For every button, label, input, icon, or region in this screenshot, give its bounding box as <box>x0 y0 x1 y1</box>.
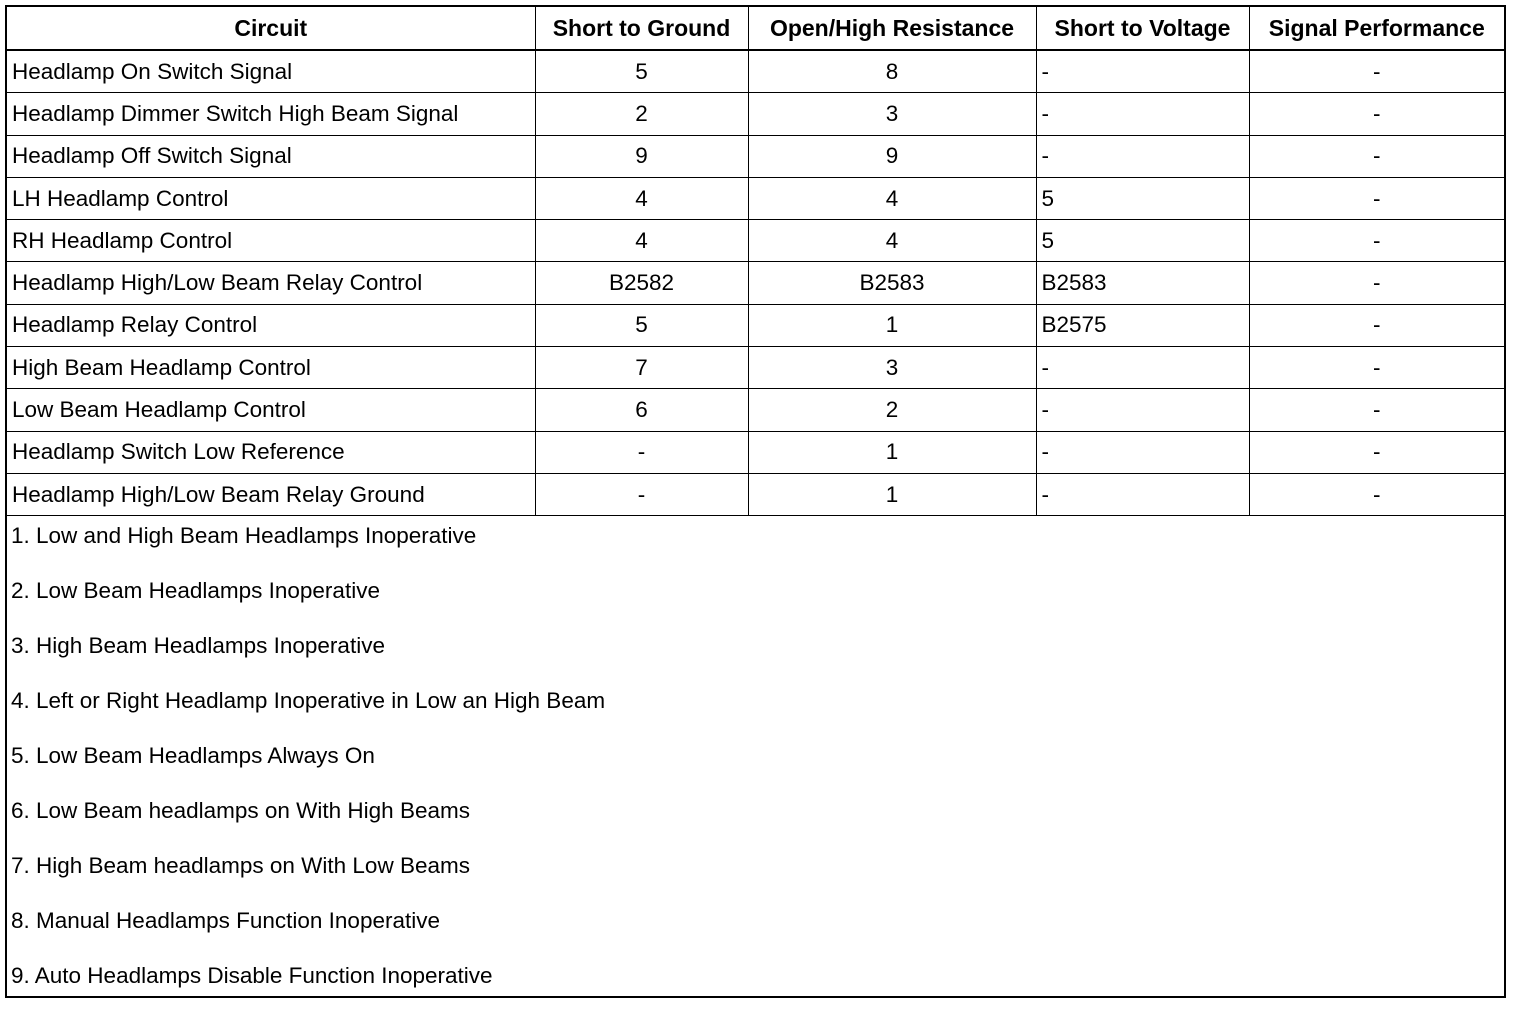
table-body <box>7 50 1504 516</box>
footnote-item: 7. High Beam headlamps on With Low Beams <box>11 853 470 879</box>
short-to-voltage-cell: 5 <box>1036 220 1249 262</box>
signal-performance-cell: - <box>1249 177 1504 219</box>
open-high-resistance-cell: 9 <box>748 135 1036 177</box>
footnote-item: 5. Low Beam Headlamps Always On <box>11 743 375 769</box>
open-high-resistance-cell: 8 <box>748 50 1036 93</box>
signal-performance-cell: - <box>1249 389 1504 431</box>
open-high-resistance-cell: 3 <box>748 93 1036 135</box>
table-row <box>7 262 1504 304</box>
short-to-ground-cell: 5 <box>535 304 748 346</box>
header-short-to-voltage: Short to Voltage <box>1036 7 1249 50</box>
short-to-ground-cell: - <box>535 473 748 515</box>
open-high-resistance-cell: 1 <box>748 304 1036 346</box>
short-to-ground-cell: 4 <box>535 177 748 219</box>
short-to-voltage-cell: 5 <box>1036 177 1249 219</box>
short-to-ground-cell: 7 <box>535 347 748 389</box>
signal-performance-cell: - <box>1249 304 1504 346</box>
short-to-voltage-cell: - <box>1036 473 1249 515</box>
footnote-item: 9. Auto Headlamps Disable Function Inoperative <box>11 963 493 989</box>
signal-performance-cell: - <box>1249 473 1504 515</box>
header-open-high-resistance: Open/High Resistance <box>748 7 1036 50</box>
table-row <box>7 304 1504 346</box>
short-to-voltage-cell: - <box>1036 50 1249 93</box>
footnote-item: 4. Left or Right Headlamp Inoperative in Low an High Beam <box>11 688 606 714</box>
signal-performance-cell: - <box>1249 220 1504 262</box>
footnote-item: 1. Low and High Beam Headlamps Inoperative <box>11 523 477 549</box>
open-high-resistance-cell: 3 <box>748 347 1036 389</box>
short-to-voltage-cell: - <box>1036 135 1249 177</box>
short-to-voltage-cell: B2575 <box>1036 304 1249 346</box>
open-high-resistance-cell: 4 <box>748 177 1036 219</box>
circuit-cell: Headlamp Dimmer Switch High Beam Signal <box>7 93 535 135</box>
circuit-cell: Headlamp High/Low Beam Relay Control <box>7 262 535 304</box>
signal-performance-cell: - <box>1249 50 1504 93</box>
short-to-ground-cell: 5 <box>535 50 748 93</box>
short-to-voltage-cell: - <box>1036 389 1249 431</box>
table-row <box>7 93 1504 135</box>
footnote-item: 8. Manual Headlamps Function Inoperative <box>11 908 440 934</box>
footnote-item: 3. High Beam Headlamps Inoperative <box>11 633 385 659</box>
circuit-cell: Headlamp Off Switch Signal <box>7 135 535 177</box>
open-high-resistance-cell: 2 <box>748 389 1036 431</box>
table-row <box>7 50 1504 93</box>
signal-performance-cell: - <box>1249 135 1504 177</box>
circuit-cell: Headlamp Relay Control <box>7 304 535 346</box>
short-to-voltage-cell: - <box>1036 93 1249 135</box>
open-high-resistance-cell: 1 <box>748 431 1036 473</box>
table-row <box>7 135 1504 177</box>
circuit-cell: High Beam Headlamp Control <box>7 347 535 389</box>
open-high-resistance-cell: 4 <box>748 220 1036 262</box>
circuit-cell: Low Beam Headlamp Control <box>7 389 535 431</box>
circuit-cell: LH Headlamp Control <box>7 177 535 219</box>
short-to-voltage-cell: B2583 <box>1036 262 1249 304</box>
signal-performance-cell: - <box>1249 262 1504 304</box>
table-row <box>7 389 1504 431</box>
signal-performance-cell: - <box>1249 431 1504 473</box>
open-high-resistance-cell: 1 <box>748 473 1036 515</box>
short-to-voltage-cell: - <box>1036 431 1249 473</box>
table-row <box>7 177 1504 219</box>
footnote-item: 6. Low Beam headlamps on With High Beams <box>11 798 470 824</box>
circuit-cell: Headlamp On Switch Signal <box>7 50 535 93</box>
header-row <box>7 7 1504 50</box>
short-to-voltage-cell: - <box>1036 347 1249 389</box>
footnote-item: 2. Low Beam Headlamps Inoperative <box>11 578 380 604</box>
circuit-cell: Headlamp Switch Low Reference <box>7 431 535 473</box>
signal-performance-cell: - <box>1249 347 1504 389</box>
table-row <box>7 473 1504 515</box>
table-row <box>7 431 1504 473</box>
table-row <box>7 347 1504 389</box>
diagnostic-table-document <box>5 5 1506 998</box>
short-to-ground-cell: 2 <box>535 93 748 135</box>
short-to-ground-cell: 9 <box>535 135 748 177</box>
circuit-cell: Headlamp High/Low Beam Relay Ground <box>7 473 535 515</box>
circuit-fault-table <box>7 7 1504 516</box>
circuit-cell: RH Headlamp Control <box>7 220 535 262</box>
open-high-resistance-cell: B2583 <box>748 262 1036 304</box>
short-to-ground-cell: 6 <box>535 389 748 431</box>
header-signal-performance: Signal Performance <box>1249 7 1504 50</box>
short-to-ground-cell: 4 <box>535 220 748 262</box>
signal-performance-cell: - <box>1249 93 1504 135</box>
table-row <box>7 220 1504 262</box>
footnotes <box>7 516 1504 1017</box>
short-to-ground-cell: - <box>535 431 748 473</box>
header-circuit: Circuit <box>7 7 535 50</box>
header-short-to-ground: Short to Ground <box>535 7 748 50</box>
short-to-ground-cell: B2582 <box>535 262 748 304</box>
